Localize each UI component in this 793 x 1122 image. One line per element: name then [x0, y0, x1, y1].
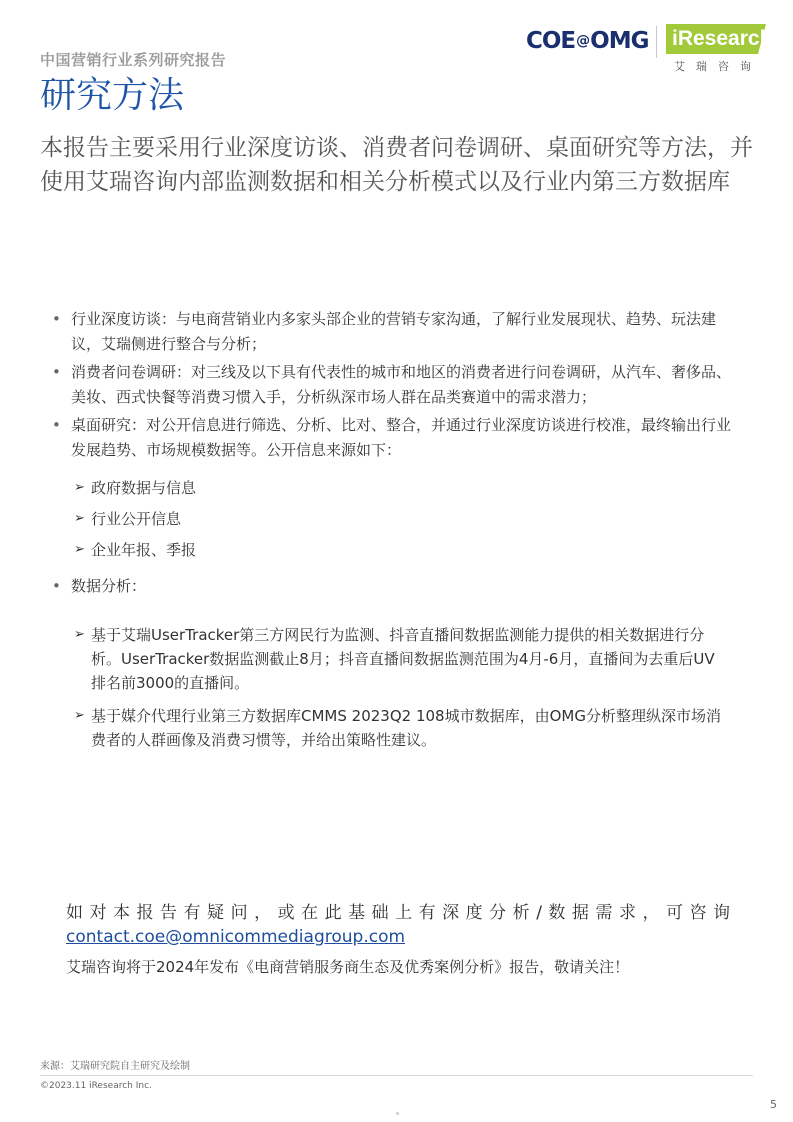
data-analysis-item	[74, 623, 724, 695]
footer-divider	[40, 1075, 753, 1076]
center-dot	[396, 1112, 399, 1115]
public-source-item	[74, 538, 714, 562]
source-note: 来源：艾瑞研究院自主研究及绘制	[40, 1061, 190, 1072]
data-analysis-text: 基于媒介代理行业第三方数据库CMMS 2023Q2 108城市数据库，由OMG分析整理纵深市场消费者的人群画像及消费习惯等，并给出策略性建议。	[91, 707, 721, 749]
data-analysis-item	[74, 704, 724, 752]
bullet-icon: •	[52, 363, 61, 381]
contact-prompt: 如对本报告有疑问，或在此基础上有深度分析/数据需求，可咨询	[66, 903, 731, 923]
method-item-data-analysis	[52, 574, 146, 599]
method-item-interview	[52, 307, 732, 357]
iresearch-logo: iResearch	[672, 27, 773, 50]
iresearch-cn-name: 艾瑞咨询	[674, 60, 762, 73]
public-source-list	[74, 476, 714, 569]
arrow-icon: ➢	[74, 480, 85, 495]
method-text: 消费者问卷调研：对三线及以下具有代表性的城市和地区的消费者进行问卷调研，从汽车、奢侈品、美妆、西式快餐等消费习惯入手，分析纵深市场人群在品类赛道中的需求潜力；	[71, 363, 732, 406]
arrow-icon: ➢	[74, 627, 85, 642]
data-analysis-list	[74, 623, 724, 761]
arrow-icon: ➢	[74, 542, 85, 557]
bullet-icon: •	[52, 310, 61, 328]
method-summary: 本报告主要采用行业深度访谈、消费者问卷调研、桌面研究等方法，并使用艾瑞咨询内部监测数据和相关分析模式以及行业内第三方数据库	[40, 135, 753, 195]
coe-omg-logo	[526, 28, 648, 54]
copyright: ©2023.11 iResearch Inc.	[40, 1081, 152, 1091]
public-source-item	[74, 476, 714, 500]
method-text: 行业深度访谈：与电商营销业内多家头部企业的营销专家沟通，了解行业发展现状、趋势、玩法建议，艾瑞侧进行整合与分析；	[71, 310, 717, 353]
coe-logo-coe: COE	[526, 28, 576, 54]
arrow-icon: ➢	[74, 708, 85, 723]
arrow-icon: ➢	[74, 511, 85, 526]
bullet-icon: •	[52, 416, 61, 434]
method-text: 桌面研究：对公开信息进行筛选、分析、比对、整合，并通过行业深度访谈进行校准，最终输出行业发展趋势、市场规模数据等。公开信息来源如下：	[71, 416, 732, 459]
public-source-item	[74, 507, 714, 531]
data-analysis-label: 数据分析：	[71, 577, 147, 595]
coe-logo-at: @	[576, 33, 590, 49]
method-item-desk-research	[52, 413, 732, 463]
contact-block	[66, 901, 731, 979]
logo-area	[526, 22, 771, 74]
public-source-text: 政府数据与信息	[91, 479, 197, 497]
report-series-label: 中国营销行业系列研究报告	[40, 51, 227, 69]
method-list	[52, 307, 732, 466]
page-number: 5	[770, 1098, 777, 1111]
method-item-survey	[52, 360, 732, 410]
contact-email-link[interactable]: contact.coe@omnicommediagroup.com	[66, 927, 406, 947]
upcoming-report-note: 艾瑞咨询将于2024年发布《电商营销服务商生态及优秀案例分析》报告，敬请关注！	[66, 958, 630, 976]
logo-divider	[656, 26, 657, 58]
page-title: 研究方法	[40, 75, 185, 116]
data-analysis-text: 基于艾瑞UserTracker第三方网民行为监测、抖音直播间数据监测能力提供的相关数据进行分析。UserTracker数据监测截止8月；抖音直播间数据监测范围为4月-6月，直播间为去重后UV排名前3000的直播间。	[91, 626, 715, 692]
coe-logo-omg: OMG	[590, 28, 649, 54]
bullet-icon: •	[52, 577, 61, 595]
public-source-text: 企业年报、季报	[91, 541, 197, 559]
public-source-text: 行业公开信息	[91, 510, 182, 528]
